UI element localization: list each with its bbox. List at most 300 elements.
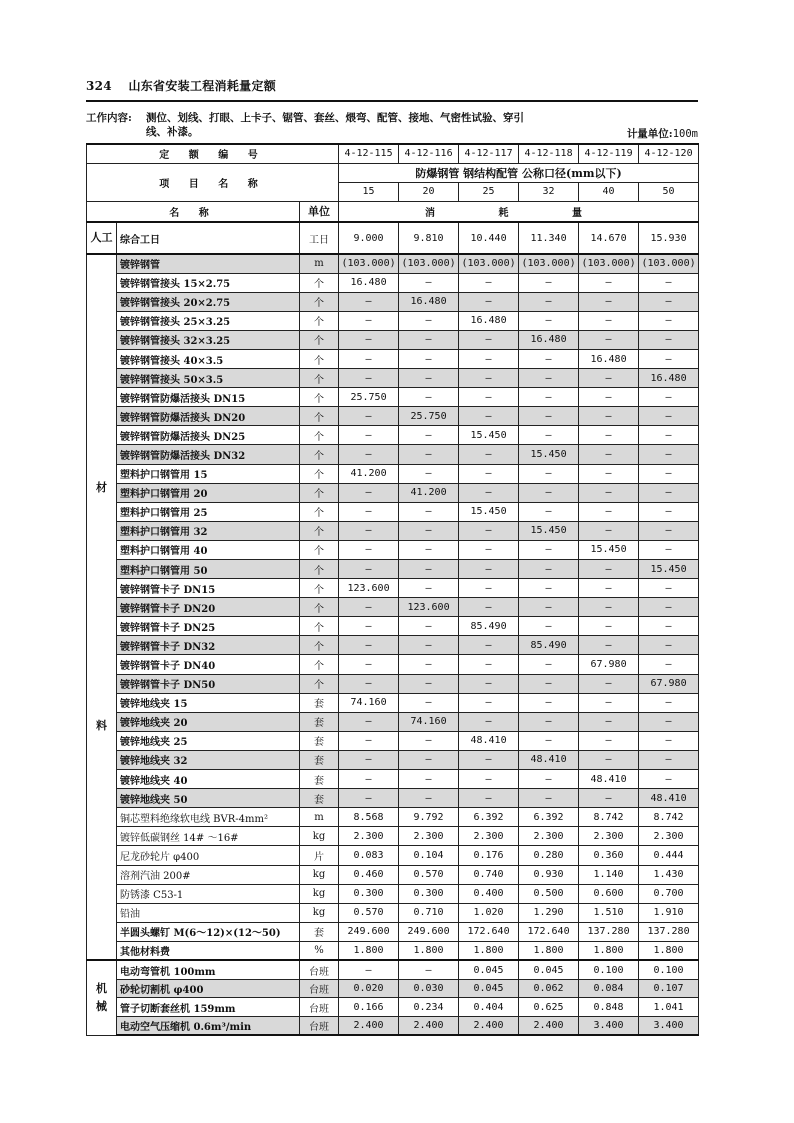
value-cell: 0.400: [459, 884, 519, 903]
item-unit: 台班: [300, 1017, 339, 1036]
item-name: 塑料护口钢管用 32: [117, 521, 300, 540]
value-cell: 14.670: [579, 222, 639, 254]
value-cell: —: [339, 789, 399, 808]
value-cell: 10.440: [459, 222, 519, 254]
value-cell: 48.410: [579, 770, 639, 789]
value-cell: —: [339, 330, 399, 349]
value-cell: 1.430: [639, 865, 699, 884]
code-row: [87, 144, 699, 163]
table-row: [87, 540, 699, 559]
value-cell: 0.100: [639, 960, 699, 979]
value-cell: —: [339, 655, 399, 674]
value-cell: 0.444: [639, 846, 699, 865]
value-cell: —: [399, 655, 459, 674]
value-cell: —: [579, 674, 639, 693]
item-unit: kg: [300, 884, 339, 903]
value-cell: 2.300: [399, 827, 459, 846]
table-row: [87, 1017, 699, 1036]
value-cell: —: [519, 292, 579, 311]
value-cell: 0.570: [399, 865, 459, 884]
value-cell: —: [459, 273, 519, 292]
value-cell: 67.980: [639, 674, 699, 693]
value-cell: —: [639, 598, 699, 617]
code-cell: 4-12-120: [639, 144, 699, 163]
value-cell: 1.800: [339, 941, 399, 960]
value-cell: 1.041: [639, 998, 699, 1017]
value-cell: 172.640: [519, 922, 579, 941]
item-unit: m: [300, 254, 339, 273]
item-name: 镀锌地线夹 50: [117, 789, 300, 808]
item-name: 铜芯塑料绝缘软电线 BVR-4mm²: [117, 808, 300, 827]
value-cell: —: [459, 560, 519, 579]
value-cell: 15.450: [639, 560, 699, 579]
value-cell: —: [339, 636, 399, 655]
project-title: 防爆钢管 钢结构配管 公称口径(mm以下): [339, 163, 699, 182]
value-cell: 48.410: [519, 750, 579, 769]
diameter-cell: 40: [579, 182, 639, 201]
value-cell: —: [399, 502, 459, 521]
item-unit: 个: [300, 388, 339, 407]
item-unit: 个: [300, 464, 339, 483]
value-cell: —: [639, 388, 699, 407]
value-cell: 2.300: [579, 827, 639, 846]
value-cell: (103.000): [399, 254, 459, 273]
diameter-cell: 25: [459, 182, 519, 201]
item-unit: 个: [300, 273, 339, 292]
item-name: 镀锌钢管接头 32×3.25: [117, 330, 300, 349]
table-row: [87, 998, 699, 1017]
table-row: [87, 560, 699, 579]
value-cell: 137.280: [639, 922, 699, 941]
value-cell: 41.200: [339, 464, 399, 483]
value-cell: 8.742: [579, 808, 639, 827]
value-cell: —: [579, 464, 639, 483]
item-unit: 片: [300, 846, 339, 865]
item-unit: 套: [300, 712, 339, 731]
header-rule: [86, 100, 698, 102]
value-cell: —: [339, 540, 399, 559]
value-cell: 85.490: [519, 636, 579, 655]
value-cell: —: [399, 426, 459, 445]
table-row: [87, 808, 699, 827]
item-name: 塑料护口钢管用 50: [117, 560, 300, 579]
value-cell: 0.710: [399, 903, 459, 922]
table-row: [87, 712, 699, 731]
value-cell: 1.800: [579, 941, 639, 960]
table-row: [87, 222, 699, 254]
value-cell: —: [399, 731, 459, 750]
value-cell: —: [519, 502, 579, 521]
value-cell: —: [519, 712, 579, 731]
project-title-row: [87, 163, 699, 182]
table-row: [87, 369, 699, 388]
value-cell: —: [639, 273, 699, 292]
value-cell: —: [579, 407, 639, 426]
diameter-cell: 15: [339, 182, 399, 201]
item-name: 镀锌钢管接头 15×2.75: [117, 273, 300, 292]
value-cell: 0.104: [399, 846, 459, 865]
value-cell: 1.800: [639, 941, 699, 960]
item-unit: kg: [300, 827, 339, 846]
category-labor: [87, 222, 117, 254]
value-cell: 0.045: [519, 960, 579, 979]
value-cell: —: [459, 483, 519, 502]
value-cell: —: [579, 560, 639, 579]
item-name: 镀锌钢管接头 20×2.75: [117, 292, 300, 311]
item-name: 镀锌钢管防爆活接头 DN32: [117, 445, 300, 464]
value-cell: —: [399, 789, 459, 808]
value-cell: —: [639, 502, 699, 521]
value-cell: —: [399, 369, 459, 388]
item-name: 溶剂汽油 200#: [117, 865, 300, 884]
value-cell: 16.480: [579, 349, 639, 368]
value-cell: —: [519, 598, 579, 617]
value-cell: —: [399, 560, 459, 579]
table-row: [87, 655, 699, 674]
value-cell: —: [519, 273, 579, 292]
value-cell: —: [519, 483, 579, 502]
item-name: 镀锌钢管卡子 DN40: [117, 655, 300, 674]
item-unit: %: [300, 941, 339, 960]
value-cell: 9.000: [339, 222, 399, 254]
column-unit-label: 单位: [300, 201, 339, 222]
table-row: [87, 445, 699, 464]
category-labor-text: 人工: [90, 231, 113, 244]
value-cell: 74.160: [399, 712, 459, 731]
value-cell: —: [519, 655, 579, 674]
book-title: 山东省安装工程消耗量定额: [128, 79, 277, 93]
value-cell: —: [639, 693, 699, 712]
item-name: 镀锌地线夹 32: [117, 750, 300, 769]
value-cell: —: [579, 502, 639, 521]
value-cell: 0.166: [339, 998, 399, 1017]
value-cell: 15.450: [519, 521, 579, 540]
item-name: 电动弯管机 100mm: [117, 960, 300, 979]
value-cell: 0.280: [519, 846, 579, 865]
value-cell: —: [339, 521, 399, 540]
value-cell: —: [519, 540, 579, 559]
value-cell: —: [639, 540, 699, 559]
value-cell: —: [459, 540, 519, 559]
value-cell: 16.480: [639, 369, 699, 388]
item-unit: 个: [300, 369, 339, 388]
item-name: 镀锌地线夹 15: [117, 693, 300, 712]
page-header: [86, 77, 276, 94]
item-name: 尼龙砂轮片 φ400: [117, 846, 300, 865]
value-cell: —: [399, 579, 459, 598]
value-cell: —: [399, 674, 459, 693]
measure-unit: [560, 126, 698, 141]
value-cell: —: [519, 464, 579, 483]
value-cell: —: [639, 636, 699, 655]
value-cell: 0.045: [459, 960, 519, 979]
value-cell: 25.750: [399, 407, 459, 426]
value-cell: —: [519, 731, 579, 750]
item-unit: 套: [300, 693, 339, 712]
value-cell: 1.140: [579, 865, 639, 884]
value-cell: (103.000): [579, 254, 639, 273]
table-row: [87, 636, 699, 655]
category-material-text: 材: [96, 481, 107, 495]
value-cell: 48.410: [459, 731, 519, 750]
value-cell: —: [399, 330, 459, 349]
item-unit: 套: [300, 750, 339, 769]
value-cell: 0.404: [459, 998, 519, 1017]
item-name: 镀锌钢管卡子 DN15: [117, 579, 300, 598]
item-unit: 工日: [300, 222, 339, 254]
value-cell: —: [459, 521, 519, 540]
value-cell: —: [399, 540, 459, 559]
table-row: [87, 521, 699, 540]
value-cell: 137.280: [579, 922, 639, 941]
table-row: [87, 979, 699, 998]
value-cell: 0.300: [399, 884, 459, 903]
value-cell: 25.750: [339, 388, 399, 407]
value-cell: 0.100: [579, 960, 639, 979]
value-cell: —: [639, 617, 699, 636]
value-cell: 0.045: [459, 979, 519, 998]
value-cell: —: [399, 636, 459, 655]
item-unit: 个: [300, 617, 339, 636]
value-cell: —: [399, 388, 459, 407]
code-cell: 4-12-115: [339, 144, 399, 163]
value-cell: —: [519, 426, 579, 445]
item-name: 镀锌钢管接头 50×3.5: [117, 369, 300, 388]
table-row: [87, 464, 699, 483]
value-cell: 3.400: [639, 1017, 699, 1036]
value-cell: 1.290: [519, 903, 579, 922]
value-cell: —: [459, 407, 519, 426]
item-unit: 个: [300, 560, 339, 579]
value-cell: 0.500: [519, 884, 579, 903]
item-unit: 套: [300, 731, 339, 750]
value-cell: —: [639, 464, 699, 483]
value-cell: —: [459, 598, 519, 617]
value-cell: —: [519, 388, 579, 407]
value-cell: —: [339, 502, 399, 521]
value-cell: —: [339, 349, 399, 368]
item-name-label: 项 目 名 称: [87, 163, 339, 201]
value-cell: (103.000): [459, 254, 519, 273]
table-row: [87, 770, 699, 789]
table-row: [87, 731, 699, 750]
diameter-cell: 32: [519, 182, 579, 201]
value-cell: 15.450: [459, 426, 519, 445]
value-cell: —: [399, 693, 459, 712]
value-cell: 2.300: [339, 827, 399, 846]
value-cell: 249.600: [399, 922, 459, 941]
table-row: [87, 693, 699, 712]
value-cell: —: [579, 789, 639, 808]
value-cell: —: [339, 369, 399, 388]
table-row: [87, 674, 699, 693]
value-cell: —: [519, 617, 579, 636]
value-cell: —: [399, 750, 459, 769]
quota-table: [86, 143, 699, 1036]
value-cell: 0.300: [339, 884, 399, 903]
table-row: [87, 349, 699, 368]
value-cell: —: [339, 311, 399, 330]
value-cell: —: [579, 712, 639, 731]
value-cell: —: [459, 292, 519, 311]
value-cell: —: [639, 407, 699, 426]
table-row: [87, 789, 699, 808]
value-cell: 0.062: [519, 979, 579, 998]
value-cell: 2.400: [519, 1017, 579, 1036]
value-cell: 6.392: [519, 808, 579, 827]
table-row: [87, 617, 699, 636]
value-cell: 15.930: [639, 222, 699, 254]
item-name: 半圆头螺钉 M(6～12)×(12～50): [117, 922, 300, 941]
table-row: [87, 254, 699, 273]
item-name: 电动空气压缩机 0.6m³/min: [117, 1017, 300, 1036]
value-cell: 48.410: [639, 789, 699, 808]
table-row: [87, 407, 699, 426]
item-name: 塑料护口钢管用 25: [117, 502, 300, 521]
value-cell: —: [399, 960, 459, 979]
value-cell: 1.910: [639, 903, 699, 922]
item-name: 其他材料费: [117, 941, 300, 960]
value-cell: 1.800: [459, 941, 519, 960]
value-cell: 0.460: [339, 865, 399, 884]
item-unit: 个: [300, 579, 339, 598]
item-name: 镀锌钢管卡子 DN20: [117, 598, 300, 617]
code-cell: 4-12-117: [459, 144, 519, 163]
item-unit: 个: [300, 311, 339, 330]
value-cell: 172.640: [459, 922, 519, 941]
item-name: 塑料护口钢管用 20: [117, 483, 300, 502]
table-row: [87, 598, 699, 617]
value-cell: —: [519, 311, 579, 330]
value-cell: —: [519, 579, 579, 598]
item-name: 镀锌钢管接头 25×3.25: [117, 311, 300, 330]
value-cell: —: [339, 407, 399, 426]
value-cell: —: [399, 349, 459, 368]
value-cell: 0.234: [399, 998, 459, 1017]
value-cell: —: [459, 464, 519, 483]
value-cell: —: [459, 445, 519, 464]
value-cell: 123.600: [339, 579, 399, 598]
category-machine-text: 械: [96, 1000, 107, 1014]
value-cell: —: [519, 789, 579, 808]
value-cell: —: [459, 369, 519, 388]
page-number: 324: [86, 79, 112, 93]
value-cell: —: [579, 292, 639, 311]
item-unit: 套: [300, 770, 339, 789]
value-cell: —: [459, 579, 519, 598]
table-row: [87, 579, 699, 598]
value-cell: 9.792: [399, 808, 459, 827]
value-cell: —: [579, 426, 639, 445]
category-machine: [87, 960, 117, 1035]
value-cell: —: [579, 330, 639, 349]
value-cell: —: [459, 712, 519, 731]
value-cell: —: [579, 388, 639, 407]
value-cell: —: [339, 770, 399, 789]
item-unit: 个: [300, 445, 339, 464]
value-cell: 15.450: [519, 445, 579, 464]
value-cell: 0.570: [339, 903, 399, 922]
item-unit: 个: [300, 655, 339, 674]
item-name: 镀锌地线夹 40: [117, 770, 300, 789]
value-cell: —: [459, 770, 519, 789]
value-cell: 15.450: [459, 502, 519, 521]
value-cell: —: [579, 483, 639, 502]
value-cell: —: [339, 426, 399, 445]
value-cell: —: [579, 579, 639, 598]
value-cell: —: [339, 483, 399, 502]
table-row: [87, 502, 699, 521]
item-name: 镀锌钢管防爆活接头 DN15: [117, 388, 300, 407]
item-name: 镀锌地线夹 20: [117, 712, 300, 731]
item-unit: 套: [300, 789, 339, 808]
value-cell: 0.360: [579, 846, 639, 865]
work-content-line-2: 线、补漆。: [146, 126, 199, 138]
diameter-cell: 50: [639, 182, 699, 201]
value-cell: 2.300: [459, 827, 519, 846]
value-cell: —: [339, 445, 399, 464]
value-cell: 16.480: [339, 273, 399, 292]
value-cell: —: [339, 560, 399, 579]
value-cell: —: [639, 579, 699, 598]
table-row: [87, 903, 699, 922]
item-name: 镀锌钢管卡子 DN25: [117, 617, 300, 636]
measure-unit-label: 计量单位:: [626, 128, 673, 140]
value-cell: 1.020: [459, 903, 519, 922]
value-cell: —: [639, 349, 699, 368]
table-row: [87, 330, 699, 349]
value-cell: 2.300: [639, 827, 699, 846]
value-cell: 123.600: [399, 598, 459, 617]
item-name: 镀锌钢管卡子 DN50: [117, 674, 300, 693]
table-row: [87, 884, 699, 903]
value-cell: 67.980: [579, 655, 639, 674]
table-row: [87, 426, 699, 445]
value-cell: 8.742: [639, 808, 699, 827]
value-cell: 41.200: [399, 483, 459, 502]
value-cell: —: [399, 521, 459, 540]
value-cell: (103.000): [519, 254, 579, 273]
item-name: 镀锌钢管接头 40×3.5: [117, 349, 300, 368]
value-cell: —: [579, 617, 639, 636]
value-cell: 2.400: [459, 1017, 519, 1036]
item-name: 镀锌钢管防爆活接头 DN20: [117, 407, 300, 426]
table-row: [87, 483, 699, 502]
value-cell: —: [399, 311, 459, 330]
column-name-label: 名 称: [87, 201, 300, 222]
value-cell: —: [339, 960, 399, 979]
value-cell: —: [579, 693, 639, 712]
value-cell: 74.160: [339, 693, 399, 712]
item-unit: 台班: [300, 998, 339, 1017]
item-name: 管子切断套丝机 159mm: [117, 998, 300, 1017]
value-cell: —: [459, 330, 519, 349]
table-row: [87, 846, 699, 865]
table-row: [87, 311, 699, 330]
item-unit: 个: [300, 407, 339, 426]
code-label: 定 额 编 号: [87, 144, 339, 163]
value-cell: —: [579, 273, 639, 292]
item-unit: 台班: [300, 979, 339, 998]
value-cell: —: [579, 750, 639, 769]
value-cell: (103.000): [339, 254, 399, 273]
value-cell: 0.020: [339, 979, 399, 998]
code-cell: 4-12-118: [519, 144, 579, 163]
value-cell: —: [459, 674, 519, 693]
item-unit: 个: [300, 483, 339, 502]
value-cell: 0.176: [459, 846, 519, 865]
work-content-label: 工作内容:: [86, 112, 132, 124]
